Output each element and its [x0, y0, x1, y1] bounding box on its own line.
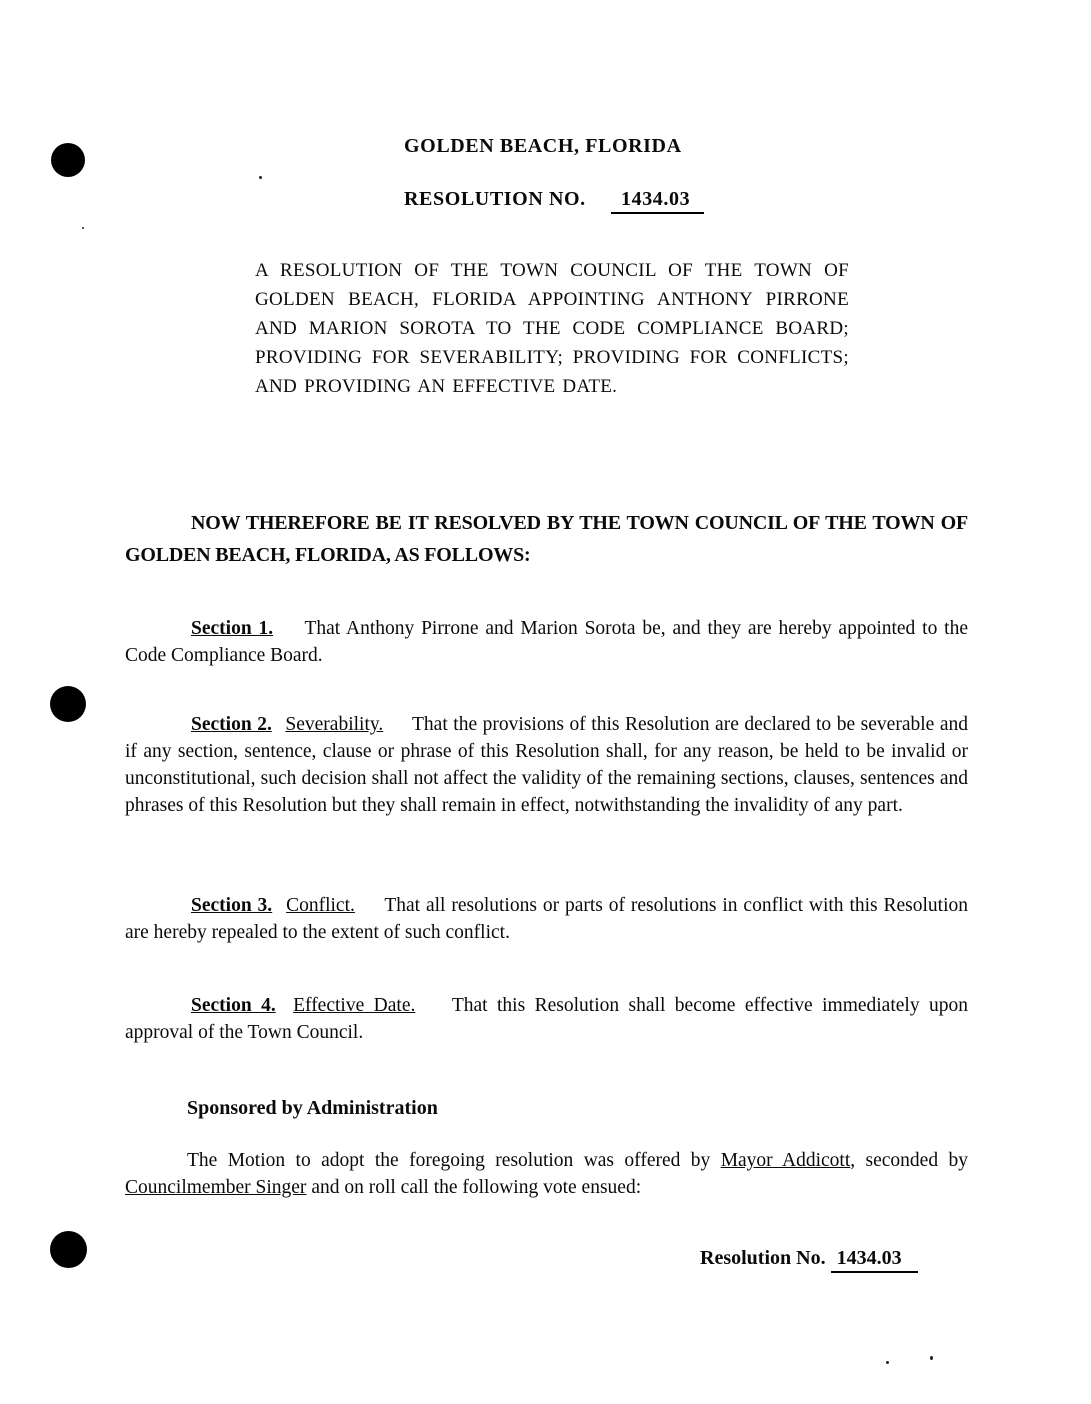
motion-text-part3: and on roll call the following vote ensued:	[306, 1177, 642, 1198]
section-3-body-text: That all resolutions or parts of resolutions in conflict with this Resolution are hereby repealed to the extent of such conflict.	[125, 895, 969, 943]
section-4-heading: Effective Date.	[293, 995, 416, 1016]
sponsored-by-line: Sponsored by Administration	[187, 1097, 438, 1119]
section-4-paragraph	[125, 992, 968, 1046]
hole-punch-top	[51, 143, 85, 177]
hole-punch-middle	[50, 686, 86, 722]
section-1-paragraph	[125, 615, 968, 669]
section-3-paragraph	[125, 892, 968, 946]
section-1-label: Section 1.	[191, 618, 274, 639]
section-3-heading: Conflict.	[286, 895, 355, 916]
resolution-number-label: RESOLUTION NO.	[404, 188, 586, 210]
document-town-title: GOLDEN BEACH, FLORIDA	[404, 135, 682, 157]
section-4-body-text: That this Resolution shall become effective immediately upon approval of the Town Council.	[125, 995, 968, 1043]
footer-resolution-label: Resolution No.	[700, 1247, 826, 1269]
motion-text-part2: , seconded by	[850, 1150, 968, 1171]
section-1-body-text: That Anthony Pirrone and Marion Sorota be, and they are hereby appointed to the Code Compliance Board.	[125, 618, 968, 666]
scan-speck	[930, 1356, 933, 1360]
section-3-label: Section 3.	[191, 895, 273, 916]
resolution-number-value: 1434.03	[611, 188, 704, 214]
section-2-body-text: That the provisions of this Resolution are declared to be severable and if any section, sentence, clause or phrase of this Resolution shall, for any reason, be held to be invalid or unconstitutional, such decision shall not affect the validity of the remaining sections, clauses, sentences and phrases of this Resolution but they shall remain in effect, notwithstanding the invalidity of any part.	[125, 714, 969, 816]
motion-paragraph	[125, 1147, 968, 1201]
footer-resolution-number: 1434.03	[831, 1247, 918, 1273]
resolution-title-paragraph: A RESOLUTION OF THE TOWN COUNCIL OF THE TOWN OF GOLDEN BEACH, FLORIDA APPOINTING ANTHONY PIRRONE AND MARION SOROTA TO THE CODE COMPLIANCE BOARD; PROVIDING FOR SEVERABILITY; PROVIDING FOR CONFLICTS; AND PROVIDING AN EFFECTIVE DATE.	[255, 260, 849, 397]
scan-speck	[259, 176, 262, 179]
resolution-number-line	[404, 188, 704, 211]
hole-punch-bottom	[50, 1231, 87, 1268]
resolved-clause: NOW THEREFORE BE IT RESOLVED BY THE TOWN COUNCIL OF THE TOWN OF GOLDEN BEACH, FLORIDA, AS FOLLOWS:	[125, 512, 968, 566]
section-2-label: Section 2.	[191, 714, 272, 735]
motion-seconded-by-name: Councilmember Singer	[125, 1177, 307, 1198]
motion-text-part1: The Motion to adopt the foregoing resolution was offered by	[187, 1150, 721, 1171]
section-4-label: Section 4.	[191, 995, 276, 1016]
footer-resolution-line	[700, 1247, 918, 1270]
section-2-heading: Severability.	[285, 714, 384, 735]
motion-offered-by-name: Mayor Addicott	[720, 1150, 851, 1171]
section-2-paragraph	[125, 711, 968, 819]
scan-speck	[886, 1361, 889, 1364]
scan-speck	[82, 227, 84, 229]
